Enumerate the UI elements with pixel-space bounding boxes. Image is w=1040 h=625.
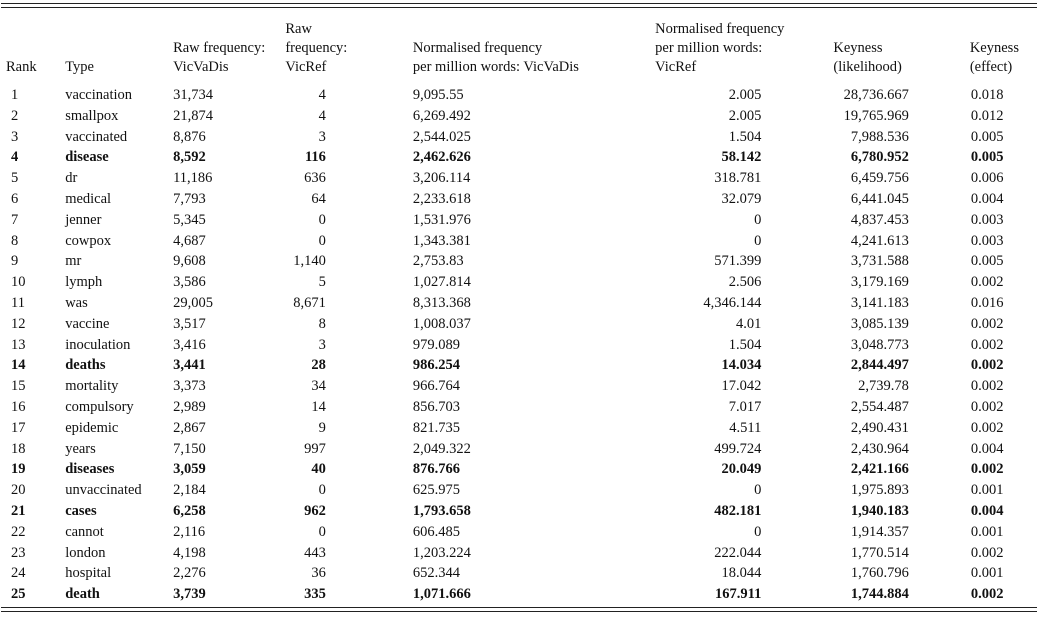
cell-rank: 14 — [11, 357, 26, 374]
cell-normalised-frequency-vicref: 4.511 — [729, 419, 762, 436]
cell-raw-frequency-vicvadis: 4,198 — [173, 544, 206, 561]
cell-raw-frequency-vicref: 40 — [311, 461, 326, 478]
cell-raw-frequency-vicref: 8 — [318, 315, 326, 332]
table-row — [1, 210, 1037, 231]
cell-type: cowpox — [65, 232, 112, 249]
cell-rank: 10 — [11, 274, 26, 291]
cell-normalised-frequency-vicref: 571.399 — [714, 253, 762, 270]
cell-type: mortality — [65, 378, 119, 395]
cell-normalised-frequency-vicvadis: 2,049.322 — [412, 440, 471, 457]
cell-raw-frequency-vicref: 4 — [318, 87, 326, 103]
cell-normalised-frequency-vicref: 499.724 — [714, 440, 762, 457]
cell-keyness-likelihood: 3,085.139 — [850, 315, 909, 332]
cell-raw-frequency-vicvadis: 2,989 — [173, 398, 206, 415]
cell-normalised-frequency-vicref: 1.504 — [728, 128, 762, 145]
cell-keyness-effect: 0.001 — [970, 482, 1004, 499]
cell-keyness-likelihood: 6,780.952 — [850, 149, 909, 166]
table-row — [1, 231, 1037, 252]
cell-raw-frequency-vicref: 34 — [311, 378, 326, 395]
cell-normalised-frequency-vicref: 0 — [754, 211, 762, 228]
cell-normalised-frequency-vicvadis: 3,206.114 — [412, 170, 471, 187]
table-row — [1, 459, 1037, 480]
cell-keyness-effect: 0.001 — [970, 565, 1004, 582]
table-row — [1, 272, 1037, 293]
cell-raw-frequency-vicref: 36 — [311, 565, 326, 582]
cell-type: cases — [65, 502, 97, 519]
table-row — [1, 397, 1037, 418]
cell-raw-frequency-vicvadis: 31,734 — [173, 87, 213, 103]
header-keyness-effect: Keyness (effect) — [969, 40, 1019, 75]
cell-normalised-frequency-vicvadis: 1,027.814 — [412, 274, 471, 291]
cell-normalised-frequency-vicvadis: 606.485 — [412, 523, 461, 540]
cell-raw-frequency-vicvadis: 3,441 — [173, 357, 206, 374]
cell-normalised-frequency-vicref: 2.506 — [728, 274, 762, 291]
cell-keyness-likelihood: 6,441.045 — [850, 190, 909, 207]
cell-keyness-likelihood: 2,739.78 — [858, 378, 909, 395]
cell-raw-frequency-vicref: 14 — [311, 398, 326, 415]
cell-keyness-effect: 0.002 — [970, 398, 1004, 415]
cell-type: unvaccinated — [65, 482, 142, 499]
cell-type: hospital — [65, 565, 112, 582]
cell-raw-frequency-vicref: 0 — [318, 211, 326, 228]
cell-normalised-frequency-vicvadis: 625.975 — [412, 482, 461, 499]
cell-type: death — [65, 586, 100, 603]
cell-normalised-frequency-vicvadis: 1,531.976 — [412, 211, 471, 228]
cell-normalised-frequency-vicvadis: 8,313.368 — [412, 294, 471, 311]
cell-rank: 24 — [11, 565, 26, 582]
table-row — [1, 251, 1037, 272]
cell-normalised-frequency-vicvadis: 1,071.666 — [412, 586, 471, 603]
cell-normalised-frequency-vicref: 0 — [754, 482, 762, 499]
header-row — [1, 8, 1037, 81]
table-row — [1, 189, 1037, 210]
cell-keyness-likelihood: 1,914.357 — [850, 523, 909, 540]
cell-normalised-frequency-vicvadis: 979.089 — [412, 336, 461, 353]
cell-keyness-effect: 0.016 — [970, 294, 1004, 311]
cell-rank: 22 — [11, 523, 26, 540]
table-row — [1, 543, 1037, 564]
cell-keyness-likelihood: 1,770.514 — [850, 544, 909, 561]
cell-normalised-frequency-vicvadis: 966.764 — [412, 378, 461, 395]
cell-keyness-likelihood: 1,744.884 — [850, 586, 909, 603]
cell-keyness-effect: 0.012 — [970, 107, 1004, 124]
cell-keyness-effect: 0.005 — [970, 253, 1004, 270]
cell-type: jenner — [65, 211, 102, 228]
cell-keyness-likelihood: 28,736.667 — [843, 87, 909, 103]
cell-type: smallpox — [65, 107, 119, 124]
keyness-table — [1, 8, 1037, 605]
cell-raw-frequency-vicvadis: 3,739 — [173, 586, 206, 603]
cell-raw-frequency-vicvadis: 8,876 — [173, 128, 206, 145]
header-normalised-frequency-vicvadis: Normalised frequency per million words: VicVaDis — [412, 40, 579, 75]
cell-type: diseases — [65, 461, 115, 478]
cell-normalised-frequency-vicvadis: 2,753.83 — [412, 253, 464, 270]
cell-keyness-effect: 0.004 — [970, 502, 1004, 519]
header-rank: Rank — [6, 59, 37, 75]
cell-keyness-effect: 0.002 — [970, 274, 1004, 291]
cell-type: vaccination — [65, 87, 133, 103]
cell-raw-frequency-vicvadis: 2,116 — [173, 523, 206, 540]
table-row — [1, 314, 1037, 335]
cell-normalised-frequency-vicref: 222.044 — [714, 544, 762, 561]
cell-type: mr — [65, 253, 82, 270]
cell-keyness-effect: 0.005 — [970, 128, 1004, 145]
cell-raw-frequency-vicvadis: 21,874 — [173, 107, 213, 124]
cell-raw-frequency-vicvadis: 7,150 — [173, 440, 206, 457]
cell-keyness-likelihood: 7,988.536 — [850, 128, 909, 145]
cell-normalised-frequency-vicvadis: 876.766 — [412, 461, 461, 478]
cell-normalised-frequency-vicvadis: 1,203.224 — [412, 544, 471, 561]
cell-normalised-frequency-vicvadis: 6,269.492 — [412, 107, 471, 124]
cell-normalised-frequency-vicref: 167.911 — [715, 586, 762, 603]
table-row — [1, 293, 1037, 314]
cell-rank: 1 — [11, 87, 19, 103]
table-body — [1, 81, 1037, 605]
cell-type: compulsory — [65, 398, 134, 415]
cell-raw-frequency-vicvadis: 3,416 — [173, 336, 206, 353]
cell-keyness-likelihood: 1,760.796 — [850, 565, 909, 582]
header-normalised-frequency-vicref: Normalised frequency per million words: VicRef — [655, 21, 785, 75]
cell-keyness-effect: 0.003 — [970, 211, 1004, 228]
cell-normalised-frequency-vicref: 20.049 — [721, 461, 762, 478]
cell-keyness-likelihood: 2,844.497 — [850, 357, 909, 374]
header-raw-frequency-vicref: Raw frequency: VicRef — [285, 21, 348, 75]
cell-normalised-frequency-vicvadis: 9,095.55 — [412, 87, 464, 103]
bottom-double-rule — [1, 607, 1037, 612]
cell-raw-frequency-vicref: 335 — [304, 586, 326, 603]
cell-normalised-frequency-vicref: 2.005 — [728, 87, 762, 103]
cell-rank: 13 — [11, 336, 26, 353]
cell-rank: 18 — [11, 440, 26, 457]
cell-keyness-effect: 0.002 — [970, 336, 1004, 353]
cell-normalised-frequency-vicref: 4.01 — [736, 315, 762, 332]
cell-keyness-effect: 0.002 — [970, 378, 1004, 395]
cell-raw-frequency-vicvadis: 29,005 — [173, 294, 213, 311]
table-row — [1, 480, 1037, 501]
cell-keyness-effect: 0.004 — [970, 190, 1004, 207]
cell-keyness-effect: 0.002 — [970, 357, 1004, 374]
table-header — [1, 8, 1037, 81]
cell-normalised-frequency-vicref: 32.079 — [721, 190, 762, 207]
table-row — [1, 563, 1037, 584]
cell-normalised-frequency-vicvadis: 821.735 — [412, 419, 461, 436]
cell-type: london — [65, 544, 106, 561]
cell-keyness-effect: 0.001 — [970, 523, 1004, 540]
cell-normalised-frequency-vicref: 2.005 — [728, 107, 762, 124]
cell-raw-frequency-vicref: 8,671 — [293, 294, 326, 311]
cell-normalised-frequency-vicvadis: 2,544.025 — [412, 128, 471, 145]
table-row — [1, 147, 1037, 168]
cell-rank: 16 — [11, 398, 26, 415]
cell-type: vaccinated — [65, 128, 128, 145]
cell-type: lymph — [65, 274, 103, 291]
cell-normalised-frequency-vicref: 1.504 — [728, 336, 762, 353]
cell-rank: 15 — [11, 378, 26, 395]
cell-rank: 2 — [11, 107, 19, 124]
cell-rank: 4 — [11, 149, 19, 166]
cell-keyness-effect: 0.002 — [970, 544, 1004, 561]
cell-normalised-frequency-vicref: 14.034 — [721, 357, 762, 374]
cell-keyness-effect: 0.002 — [970, 315, 1004, 332]
cell-type: epidemic — [65, 419, 119, 436]
cell-raw-frequency-vicref: 997 — [304, 440, 326, 457]
cell-rank: 7 — [11, 211, 19, 228]
table-row — [1, 168, 1037, 189]
cell-normalised-frequency-vicvadis: 1,008.037 — [412, 315, 471, 332]
cell-keyness-effect: 0.004 — [970, 440, 1004, 457]
cell-type: was — [65, 294, 88, 311]
cell-rank: 9 — [11, 253, 19, 270]
cell-normalised-frequency-vicref: 482.181 — [714, 502, 762, 519]
cell-raw-frequency-vicvadis: 11,186 — [173, 170, 213, 187]
cell-raw-frequency-vicref: 636 — [304, 170, 326, 187]
cell-keyness-likelihood: 3,048.773 — [850, 336, 909, 353]
cell-raw-frequency-vicref: 0 — [318, 232, 326, 249]
cell-rank: 20 — [11, 482, 26, 499]
cell-normalised-frequency-vicref: 318.781 — [714, 170, 762, 187]
cell-keyness-likelihood: 2,490.431 — [850, 419, 909, 436]
cell-raw-frequency-vicref: 64 — [311, 190, 326, 207]
cell-type: deaths — [65, 357, 106, 374]
cell-normalised-frequency-vicvadis: 1,343.381 — [412, 232, 471, 249]
cell-keyness-likelihood: 2,421.166 — [850, 461, 909, 478]
cell-keyness-likelihood: 1,940.183 — [850, 502, 909, 519]
cell-raw-frequency-vicvadis: 4,687 — [173, 232, 206, 249]
cell-keyness-effect: 0.003 — [970, 232, 1004, 249]
table-row — [1, 106, 1037, 127]
cell-normalised-frequency-vicvadis: 2,233.618 — [412, 190, 471, 207]
cell-raw-frequency-vicvadis: 2,867 — [173, 419, 206, 436]
cell-rank: 25 — [11, 586, 26, 603]
cell-rank: 19 — [11, 461, 26, 478]
cell-raw-frequency-vicref: 4 — [318, 107, 326, 124]
cell-raw-frequency-vicref: 3 — [318, 128, 326, 145]
cell-raw-frequency-vicref: 1,140 — [293, 253, 326, 270]
cell-keyness-likelihood: 19,765.969 — [843, 107, 909, 124]
cell-keyness-effect: 0.002 — [970, 419, 1004, 436]
cell-normalised-frequency-vicvadis: 856.703 — [412, 398, 461, 415]
cell-raw-frequency-vicref: 962 — [304, 502, 326, 519]
cell-rank: 12 — [11, 315, 26, 332]
table-row — [1, 418, 1037, 439]
cell-raw-frequency-vicref: 28 — [311, 357, 326, 374]
cell-raw-frequency-vicvadis: 3,517 — [173, 315, 206, 332]
cell-type: cannot — [65, 523, 104, 540]
cell-normalised-frequency-vicref: 7.017 — [728, 398, 762, 415]
cell-normalised-frequency-vicvadis: 986.254 — [412, 357, 461, 374]
cell-rank: 17 — [11, 419, 26, 436]
table-row — [1, 501, 1037, 522]
cell-raw-frequency-vicref: 0 — [318, 482, 326, 499]
cell-raw-frequency-vicref: 5 — [318, 274, 326, 291]
cell-keyness-likelihood: 2,430.964 — [850, 440, 909, 457]
keyness-table-container — [1, 3, 1037, 612]
cell-keyness-likelihood: 3,731.588 — [850, 253, 909, 270]
cell-raw-frequency-vicvadis: 2,276 — [173, 565, 206, 582]
cell-keyness-likelihood: 1,975.893 — [850, 482, 909, 499]
cell-normalised-frequency-vicref: 0 — [754, 523, 762, 540]
cell-raw-frequency-vicvadis: 5,345 — [173, 211, 206, 228]
table-row — [1, 584, 1037, 605]
cell-raw-frequency-vicref: 443 — [304, 544, 326, 561]
cell-raw-frequency-vicvadis: 6,258 — [173, 502, 206, 519]
cell-normalised-frequency-vicref: 17.042 — [721, 378, 762, 395]
cell-rank: 6 — [11, 190, 19, 207]
cell-raw-frequency-vicvadis: 3,373 — [173, 378, 206, 395]
table-row — [1, 355, 1037, 376]
cell-raw-frequency-vicref: 116 — [304, 149, 326, 166]
cell-rank: 21 — [11, 502, 26, 519]
table-row — [1, 522, 1037, 543]
table-row — [1, 127, 1037, 148]
header-keyness-likelihood: Keyness (likelihood) — [833, 40, 902, 75]
cell-type: vaccine — [65, 315, 110, 332]
cell-type: years — [65, 440, 96, 457]
cell-normalised-frequency-vicvadis: 652.344 — [412, 565, 461, 582]
header-type: Type — [65, 59, 94, 75]
cell-rank: 8 — [11, 232, 19, 249]
cell-keyness-likelihood: 6,459.756 — [850, 170, 909, 187]
cell-raw-frequency-vicref: 9 — [318, 419, 326, 436]
cell-raw-frequency-vicvadis: 9,608 — [173, 253, 206, 270]
cell-raw-frequency-vicvadis: 2,184 — [173, 482, 206, 499]
table-row — [1, 439, 1037, 460]
table-row — [1, 81, 1037, 106]
cell-keyness-likelihood: 3,179.169 — [850, 274, 909, 291]
cell-type: inoculation — [65, 336, 131, 353]
cell-rank: 3 — [11, 128, 19, 145]
cell-keyness-likelihood: 4,241.613 — [850, 232, 909, 249]
cell-keyness-effect: 0.002 — [970, 461, 1004, 478]
cell-rank: 23 — [11, 544, 26, 561]
cell-raw-frequency-vicref: 0 — [318, 523, 326, 540]
cell-raw-frequency-vicref: 3 — [318, 336, 326, 353]
table-row — [1, 376, 1037, 397]
cell-rank: 11 — [11, 294, 25, 311]
cell-normalised-frequency-vicref: 0 — [754, 232, 762, 249]
cell-keyness-likelihood: 3,141.183 — [850, 294, 909, 311]
cell-type: medical — [65, 190, 112, 207]
cell-rank: 5 — [11, 170, 19, 187]
cell-keyness-effect: 0.002 — [970, 586, 1004, 603]
cell-raw-frequency-vicvadis: 3,059 — [173, 461, 206, 478]
cell-normalised-frequency-vicref: 4,346.144 — [703, 294, 762, 311]
cell-normalised-frequency-vicvadis: 1,793.658 — [412, 502, 471, 519]
cell-raw-frequency-vicvadis: 8,592 — [173, 149, 206, 166]
cell-normalised-frequency-vicref: 18.044 — [721, 565, 762, 582]
cell-normalised-frequency-vicref: 58.142 — [721, 149, 762, 166]
cell-keyness-effect: 0.018 — [970, 87, 1004, 103]
cell-keyness-effect: 0.006 — [970, 170, 1004, 187]
cell-normalised-frequency-vicvadis: 2,462.626 — [412, 149, 471, 166]
cell-type: disease — [65, 149, 109, 166]
table-row — [1, 335, 1037, 356]
cell-keyness-effect: 0.005 — [970, 149, 1004, 166]
cell-keyness-likelihood: 4,837.453 — [850, 211, 909, 228]
cell-raw-frequency-vicvadis: 3,586 — [173, 274, 206, 291]
cell-raw-frequency-vicvadis: 7,793 — [173, 190, 206, 207]
cell-type: dr — [65, 170, 78, 187]
header-raw-frequency-vicvadis: Raw frequency: VicVaDis — [173, 40, 266, 75]
cell-keyness-likelihood: 2,554.487 — [850, 398, 909, 415]
